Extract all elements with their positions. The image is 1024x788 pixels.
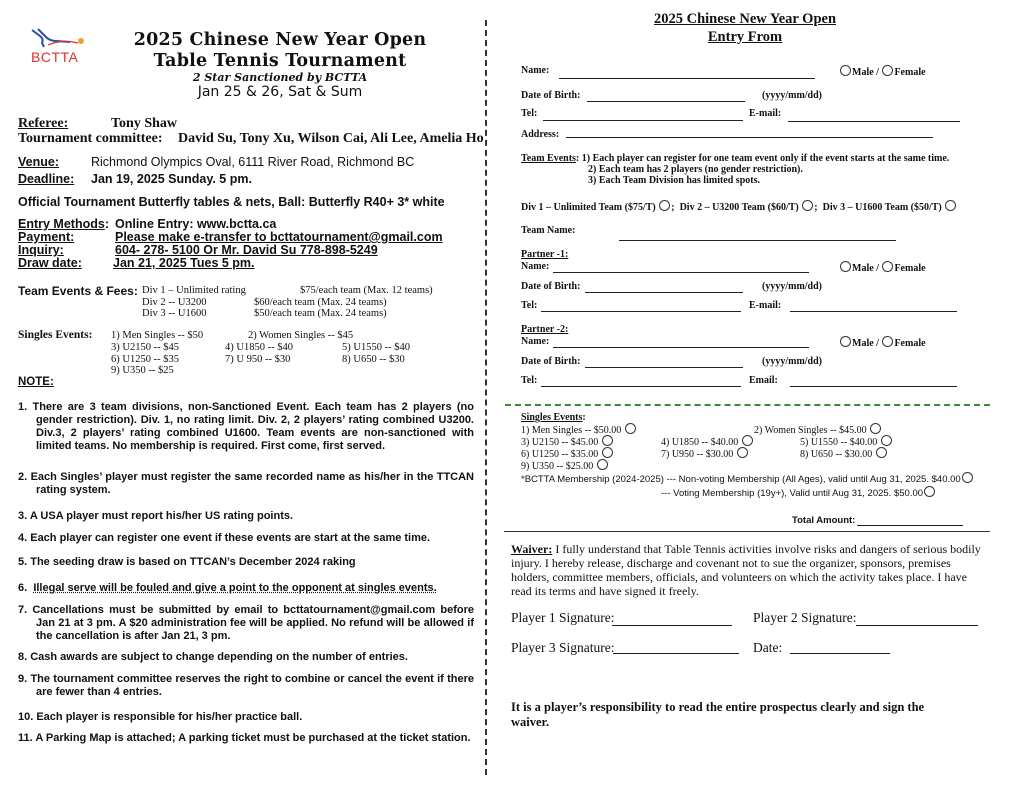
address-label: Address: (521, 129, 560, 140)
entry-colon: : (104, 217, 109, 231)
note-item: 4. Each player can register one event if these events are start at the same time. (18, 532, 431, 544)
singles-item: 5) U1550 -- $40 (342, 342, 410, 353)
official-equipment: Official Tournament Butterfly tables & nets, Ball: Butterfly R40+ 3* white (18, 195, 445, 209)
sig2-label: Player 2 Signature: (753, 610, 857, 625)
note-heading: NOTE: (18, 376, 54, 388)
form-singles-option-label: 1) Men Singles -- $50.00 (521, 425, 622, 436)
division-3-label: Div 3 – U1600 Team ($50/T) (822, 202, 942, 213)
deadline-label: Deadline: (18, 172, 75, 186)
inquiry-value: 604- 278- 5100 Or Mr. David Su 778-898-5249 (115, 243, 378, 257)
female-label: Female (894, 338, 926, 349)
singles-item: 8) U650 -- $30 (342, 354, 405, 365)
event-dates: Jan 25 & 26, Sat & Sum (197, 84, 363, 100)
male-label: Male / (852, 263, 882, 274)
payment-label: Payment: (18, 230, 75, 244)
partner1-email-label: E-mail: (749, 300, 782, 311)
venue-label: Venue: (18, 155, 59, 169)
team-div1-fee: $75/each team (Max. 12 teams) (300, 285, 433, 296)
singles-events-label: Singles Events: (18, 329, 93, 341)
singles-radio[interactable] (737, 447, 748, 458)
singles-radio[interactable] (597, 459, 608, 470)
membership-nonvoting[interactable] (521, 472, 974, 485)
partner1-name-label: Name: (521, 261, 550, 272)
tel-label: Tel: (521, 108, 538, 119)
team-div2: Div 2 -- U3200 (142, 297, 207, 308)
total-amount-label: Total Amount: (792, 515, 856, 526)
dob-format: (yyyy/mm/dd) (762, 90, 822, 101)
division-3-radio[interactable] (945, 200, 956, 211)
partner1-dob-field[interactable] (585, 292, 743, 293)
tel-field[interactable] (543, 120, 743, 121)
singles-item: 1) Men Singles -- $50 (111, 330, 204, 341)
venue-value: Richmond Olympics Oval, 6111 River Road, Richmond BC (91, 155, 415, 169)
form-singles-label: Singles Events (521, 412, 583, 423)
gender-select (839, 65, 926, 78)
partner2-male-radio[interactable] (840, 336, 851, 347)
form-singles-option[interactable] (800, 447, 888, 460)
sanction-subtitle: 2 Star Sanctioned by BCTTA (192, 71, 368, 84)
singles-item: 3) U2150 -- $45 (111, 342, 179, 353)
membership-voting[interactable] (661, 486, 936, 499)
note-item: 2. Each Singles’ player must register the same recorded name as his/her in the TTCAN rating system. (18, 471, 474, 496)
partner1-dob-label: Date of Birth: (521, 281, 581, 292)
singles-item: 7) U 950 -- $30 (225, 354, 291, 365)
male-radio[interactable] (840, 65, 851, 76)
female-label: Female (894, 263, 926, 274)
committee-label: Tournament committee: (18, 131, 163, 146)
draw-date-label: Draw date: (18, 256, 82, 270)
team-events-rules-1 (521, 153, 949, 164)
date-field[interactable] (790, 653, 890, 654)
total-amount-field[interactable] (857, 525, 963, 526)
singles-radio[interactable] (881, 435, 892, 446)
note-item-6 (18, 582, 456, 595)
note-item: 1. There are 3 team divisions, non-Sanctioned Event. Each team has 2 players (no gender restriction). Div. 1, no rating limit. Div. 2, 2 players’ rating combined U3200. Div.3, 2 players’ rating combined U1600. Team events are non-sanctioned with limited teams. No membership is required. First come, first served. (18, 401, 474, 452)
form-singles-option-label: 4) U1850 -- $40.00 (661, 437, 739, 448)
partner2-tel-field[interactable] (541, 386, 741, 387)
team-div3-fee: $50/each team (Max. 24 teams) (254, 308, 387, 319)
male-label: Male / (852, 338, 882, 349)
partner2-dob-format: (yyyy/mm/dd) (762, 356, 822, 367)
division-1-radio[interactable] (659, 200, 670, 211)
form-singles-option-label: 3) U2150 -- $45.00 (521, 437, 599, 448)
dob-field[interactable] (587, 101, 745, 102)
membership-nonvoting-radio[interactable] (962, 472, 973, 483)
team-name-label: Team Name: (521, 225, 576, 236)
note-6-number: 6. (18, 582, 28, 594)
partner1-email-field[interactable] (790, 311, 957, 312)
division-1-label: Div 1 – Unlimited Team ($75/T) (521, 202, 656, 213)
note-item: 7. Cancellations must be submitted by email to bcttatournament@gmail.com before Jan 21 at 3 pm. A $20 administration fee will be applied. No refund will be allowed if the cancellation is after Jan 21, 3 pm. (18, 604, 474, 642)
partner2-dob-field[interactable] (585, 367, 743, 368)
form-singles-heading (521, 412, 586, 423)
singles-radio[interactable] (742, 435, 753, 446)
address-field[interactable] (566, 137, 933, 138)
note-item: 5. The seeding draw is based on TTCAN’s December 2024 raking (18, 556, 356, 568)
name-label: Name: (521, 65, 550, 76)
entry-methods-label (18, 217, 109, 231)
note-item: 10. Each player is responsible for his/her practice ball. (18, 711, 303, 723)
partner2-tel-label: Tel: (521, 375, 538, 386)
date-label: Date: (753, 640, 783, 655)
form-singles-option-label: 5) U1550 -- $40.00 (800, 437, 878, 448)
partner1-dob-format: (yyyy/mm/dd) (762, 281, 822, 292)
sig3-label: Player 3 Signature: (511, 640, 615, 655)
division-2-label: Div 2 – U3200 Team ($60/T) (679, 202, 799, 213)
partner2-name-field[interactable] (553, 347, 809, 348)
singles-item: 9) U350 -- $25 (111, 365, 174, 376)
membership-voting-label: --- Voting Membership (19y+), Valid until Aug 31, 2025. $50.00 (661, 488, 924, 499)
partner2-female-radio[interactable] (882, 336, 893, 347)
sig1-label: Player 1 Signature: (511, 610, 615, 625)
logo-text: BCTTA (31, 49, 79, 65)
partner1-heading: Partner -1: (521, 249, 569, 260)
sig2-field[interactable] (856, 625, 978, 626)
female-radio[interactable] (882, 65, 893, 76)
singles-radio[interactable] (602, 447, 613, 458)
committee-value: David Su, Tony Xu, Wilson Cai, Ali Lee, Amelia Ho (178, 131, 484, 146)
cut-line-divider (485, 20, 487, 775)
team-div1: Div 1 – Unlimited rating (142, 285, 246, 296)
singles-item: 4) U1850 -- $40 (225, 342, 293, 353)
entry-methods-text: Entry Methods (18, 217, 105, 231)
partner2-name-label: Name: (521, 336, 550, 347)
team-rule: 2) Each team has 2 players (no gender restriction). (588, 164, 803, 175)
dob-label: Date of Birth: (521, 90, 581, 101)
draw-date-value: Jan 21, 2025 Tues 5 pm. (113, 256, 255, 270)
partner1-name-field[interactable] (553, 272, 809, 273)
division-separator: ; (671, 202, 675, 213)
membership-nonvoting-label: *BCTTA Membership (2024-2025) --- Non-voting Membership (All Ages), valid until Aug 31, 2025. $40.00 (521, 474, 961, 485)
email-field[interactable] (788, 121, 960, 122)
female-label: Female (894, 67, 926, 78)
payment-value[interactable]: Please make e-transfer to bcttatournament@gmail.com (115, 230, 443, 244)
form-singles-option-label: 2) Women Singles -- $45.00 (754, 425, 867, 436)
form-singles-option-label: 9) U350 -- $25.00 (521, 461, 594, 472)
entry-methods-value[interactable]: Online Entry: www.bctta.ca (115, 217, 277, 231)
partner1-tel-field[interactable] (541, 311, 741, 312)
email-label: E-mail: (749, 108, 782, 119)
referee-value: Tony Shaw (111, 116, 178, 131)
singles-radio[interactable] (625, 423, 636, 434)
sig1-field[interactable] (612, 625, 732, 626)
singles-radio[interactable] (602, 435, 613, 446)
title-line2: Table Tennis Tournament (153, 51, 407, 71)
form-singles-colon: : (582, 412, 586, 423)
membership-voting-radio[interactable] (924, 486, 935, 497)
form-singles-option-label: 6) U1250 -- $35.00 (521, 449, 599, 460)
sig3-field[interactable] (613, 653, 739, 654)
team-events-heading: Team Events (521, 153, 576, 164)
partner2-email-field[interactable] (790, 386, 957, 387)
form-singles-option-label: 7) U950 -- $30.00 (661, 449, 734, 460)
waiver-text: I fully understand that Table Tennis activities involve risks and dangers of serious bodily injury. I hereby release, discharge and covenant not to sue the organizer, sponsors, premises holders, committee members, officials, and volunteers on which the activity takes place. I have read its terms and have signed it freely. (511, 542, 981, 598)
singles-item: 6) U1250 -- $35 (111, 354, 179, 365)
team-name-field[interactable] (619, 240, 896, 241)
referee-label: Referee: (18, 116, 69, 131)
singles-radio[interactable] (870, 423, 881, 434)
inquiry-label: Inquiry: (18, 243, 64, 257)
form-singles-option[interactable] (661, 447, 749, 460)
male-label: Male / (852, 67, 882, 78)
note-6-text: Illegal serve will be fouled and give a point to the opponent at singles events. (33, 582, 437, 594)
division-separator: ; (814, 202, 818, 213)
form-singles-option[interactable] (521, 459, 609, 472)
partner2-gender-select (839, 336, 926, 349)
division-options (521, 200, 957, 213)
partner2-heading: Partner -2: (521, 324, 569, 335)
division-2-radio[interactable] (802, 200, 813, 211)
team-rule: : 1) Each player can register for one team event only if the event starts at the same time. (575, 153, 950, 164)
partner2-email-label: Email: (749, 375, 778, 386)
bctta-logo (28, 27, 90, 67)
form-title-line1: 2025 Chinese New Year Open (653, 11, 837, 27)
singles-item: 2) Women Singles -- $45 (248, 330, 354, 341)
note-item: 3. A USA player must report his/her US rating points. (18, 510, 294, 522)
team-div3: Div 3 -- U1600 (142, 308, 207, 319)
title-line1: 2025 Chinese New Year Open (133, 30, 427, 50)
note-item: 11. A Parking Map is attached; A parking ticket must be purchased at the ticket station. (18, 732, 471, 744)
team-div2-fee: $60/each team (Max. 24 teams) (254, 297, 387, 308)
name-field[interactable] (559, 78, 815, 79)
partner1-tel-label: Tel: (521, 300, 538, 311)
singles-radio[interactable] (876, 447, 887, 458)
team-events-label: Team Events & Fees: (18, 284, 138, 298)
partner1-gender-select (839, 261, 926, 274)
note-item: 8. Cash awards are subject to change depending on the number of entries. (18, 651, 408, 663)
team-rule: 3) Each Team Division has limited spots. (588, 175, 760, 186)
waiver-label: Waiver: (511, 542, 553, 556)
waiver-paragraph (511, 542, 986, 598)
form-singles-option-label: 8) U650 -- $30.00 (800, 449, 873, 460)
green-dashed-separator (505, 404, 990, 406)
note-item: 9. The tournament committee reserves the right to combine or cancel the event if there are fewer than 4 entries. (18, 673, 474, 698)
section-separator (504, 531, 990, 532)
partner1-male-radio[interactable] (840, 261, 851, 272)
form-title-line2: Entry From (707, 29, 783, 45)
partner2-dob-label: Date of Birth: (521, 356, 581, 367)
responsibility-note: It is a player’s responsibility to read the entire prospectus clearly and sign the waiver. (511, 700, 925, 729)
partner1-female-radio[interactable] (882, 261, 893, 272)
deadline-value: Jan 19, 2025 Sunday. 5 pm. (91, 172, 252, 186)
